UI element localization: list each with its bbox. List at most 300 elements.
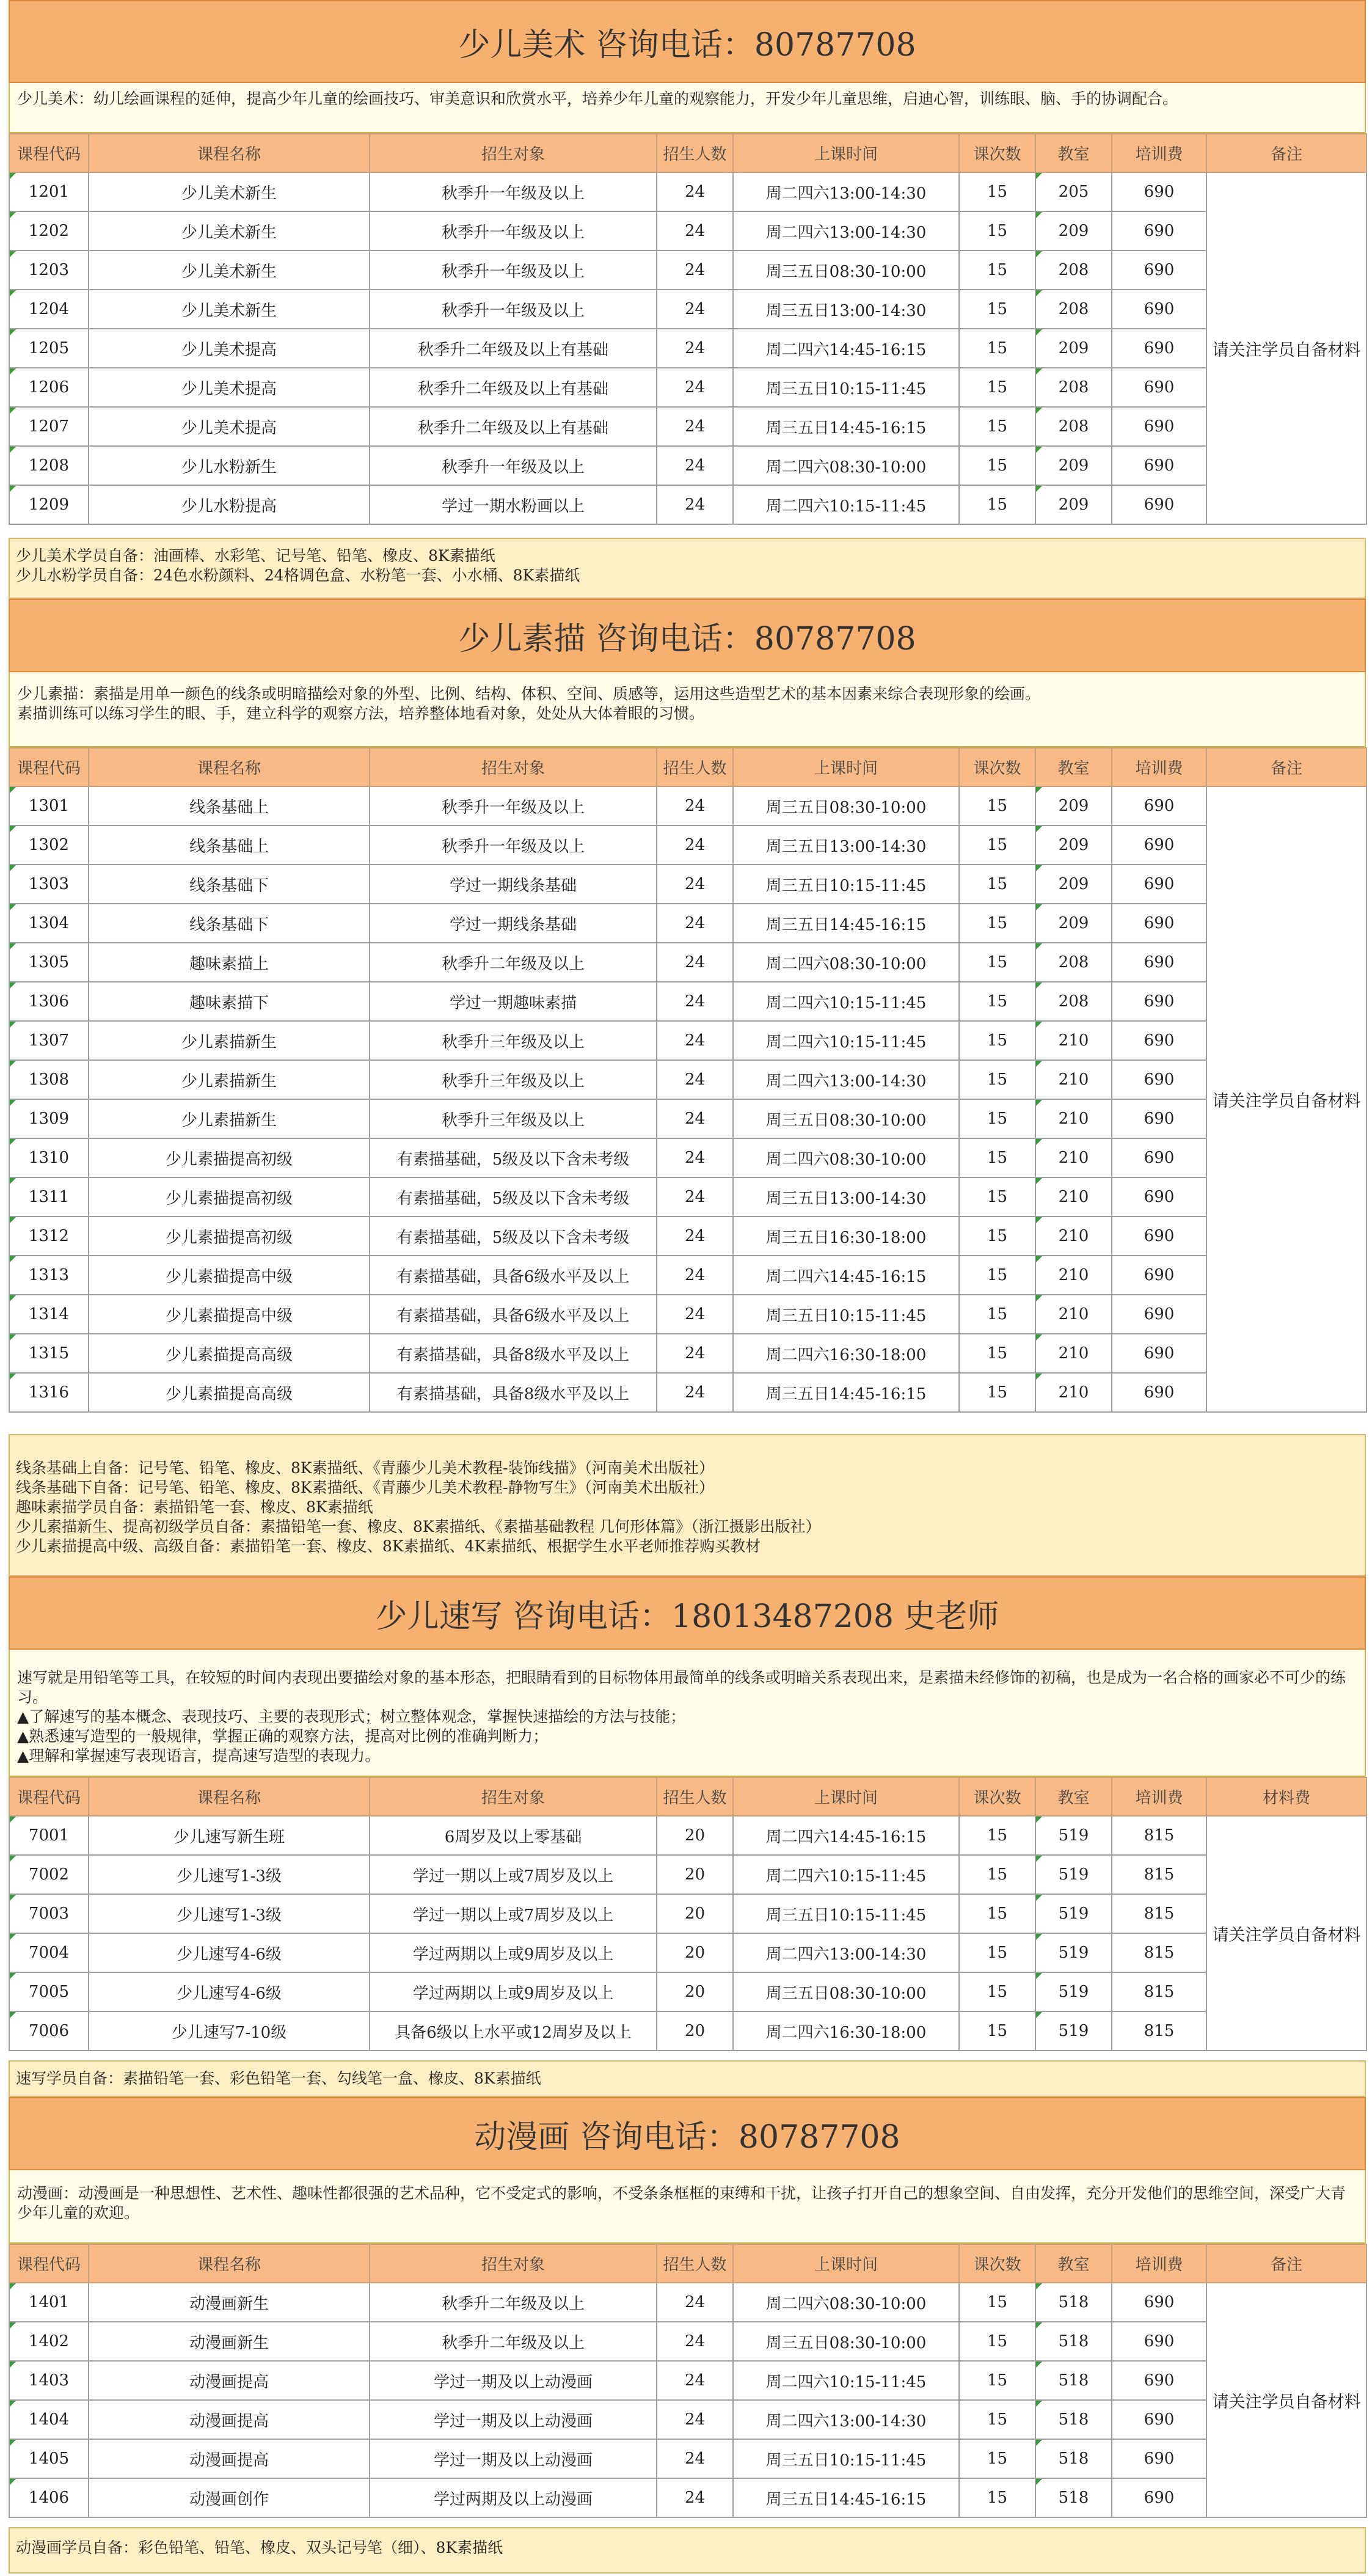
table-cell: 1209: [9, 485, 89, 524]
table-row: [9, 1060, 1367, 1099]
table-cell: 周二四六13:00-14:30: [733, 1933, 959, 1972]
table-cell: 1312: [9, 1217, 89, 1256]
table-cell: 1305: [9, 943, 89, 982]
column-header: 上课时间: [733, 748, 959, 786]
footer-line: 少儿素描提高中级、高级自备：素描铅笔一套、橡皮、8K素描纸、4K素描纸、根据学生水平老师推荐购买教材: [16, 1537, 761, 1555]
table-row: [9, 368, 1367, 407]
table-header-row: [9, 1777, 1367, 1816]
table-cell: 15: [959, 1177, 1035, 1217]
table-header-row: [9, 748, 1367, 786]
table-cell: 有素描基础，具备6级水平及以上: [370, 1256, 657, 1295]
table-cell: 周三五日08:30-10:00: [733, 1099, 959, 1138]
column-header: 课次数: [959, 2244, 1035, 2283]
table-cell: 690: [1112, 446, 1206, 485]
table-cell: 209: [1035, 865, 1112, 904]
table-cell: 519: [1035, 1972, 1112, 2011]
table-row: [9, 2400, 1367, 2439]
table-cell: 15: [959, 2283, 1035, 2322]
column-header: 课程名称: [89, 748, 370, 786]
table-row: [9, 290, 1367, 329]
table-cell: 动漫画新生: [89, 2322, 370, 2361]
table-cell: 690: [1112, 368, 1206, 407]
table-cell: 210: [1035, 1217, 1112, 1256]
table-cell: 周二四六08:30-10:00: [733, 446, 959, 485]
table-cell: 24: [657, 172, 733, 211]
column-header: 课程代码: [9, 1777, 89, 1816]
table-cell: 周二四六16:30-18:00: [733, 2011, 959, 2051]
intro-line: 少儿素描：素描是用单一颜色的线条或明暗描绘对象的外型、比例、结构、体积、空间、质感等，运用这些造型艺术的基本因素来综合表现形象的绘画。: [17, 685, 1041, 703]
table-cell: 210: [1035, 1021, 1112, 1060]
table-cell: 秋季升一年级及以上: [370, 290, 657, 329]
course-table: [9, 747, 1367, 1413]
footer-line: 少儿水粉学员自备：24色水粉颜料、24格调色盒、水粉笔一套、小水桶、8K素描纸: [16, 566, 580, 584]
intro-line: ▲理解和掌握速写表现语言，提高速写造型的表现力。: [17, 1747, 381, 1765]
table-cell: 1302: [9, 825, 89, 865]
table-cell: 动漫画创作: [89, 2478, 370, 2517]
column-header: 招生对象: [370, 2244, 657, 2283]
table-cell: 210: [1035, 1256, 1112, 1295]
course-table: [9, 133, 1367, 525]
table-cell: 少儿速写7-10级: [89, 2011, 370, 2051]
table-cell: 518: [1035, 2322, 1112, 2361]
table-cell: 210: [1035, 1099, 1112, 1138]
table-cell: 周三五日08:30-10:00: [733, 2322, 959, 2361]
footer-line: 线条基础下自备：记号笔、铅笔、橡皮、8K素描纸、《青藤少儿美术教程-静物写生》（河南美术出版社）: [16, 1479, 715, 1496]
table-cell: 24: [657, 1256, 733, 1295]
table-row: [9, 485, 1367, 524]
table-row: [9, 2439, 1367, 2478]
table-cell: 24: [657, 865, 733, 904]
section-title: 少儿素描 咨询电话：80787708: [9, 599, 1366, 672]
table-cell: 学过一期以上或7周岁及以上: [370, 1894, 657, 1933]
table-cell: 1309: [9, 1099, 89, 1138]
table-cell: 815: [1112, 2011, 1206, 2051]
table-cell: 趣味素描上: [89, 943, 370, 982]
table-cell: 690: [1112, 2322, 1206, 2361]
table-cell: 24: [657, 1217, 733, 1256]
table-cell: 24: [657, 2361, 733, 2400]
table-cell: 690: [1112, 290, 1206, 329]
table-row: [9, 1855, 1367, 1894]
table-cell: 690: [1112, 1295, 1206, 1334]
column-header: 上课时间: [733, 1777, 959, 1816]
table-cell: 周三五日14:45-16:15: [733, 904, 959, 943]
table-cell: 学过一期趣味素描: [370, 982, 657, 1021]
table-cell: 24: [657, 943, 733, 982]
table-cell: 15: [959, 1256, 1035, 1295]
table-header-row: [9, 2244, 1367, 2283]
table-row: [9, 407, 1367, 446]
table-cell: 7002: [9, 1855, 89, 1894]
table-cell: 690: [1112, 904, 1206, 943]
table-cell: 秋季升一年级及以上: [370, 786, 657, 825]
footer-line: 少儿美术学员自备：油画棒、水彩笔、记号笔、铅笔、橡皮、8K素描纸: [16, 547, 495, 565]
table-row: [9, 1334, 1367, 1373]
table-cell: 少儿素描提高初级: [89, 1177, 370, 1217]
table-cell: 1208: [9, 446, 89, 485]
table-cell: 15: [959, 1295, 1035, 1334]
table-cell: 秋季升二年级及以上有基础: [370, 407, 657, 446]
table-cell: 1405: [9, 2439, 89, 2478]
table-header-row: [9, 134, 1367, 172]
section-footer: [9, 1434, 1366, 1576]
table-row: [9, 2478, 1367, 2517]
table-cell: 有素描基础，5级及以下含未考级: [370, 1138, 657, 1177]
table-cell: 秋季升二年级及以上有基础: [370, 329, 657, 368]
table-row: [9, 1295, 1367, 1334]
table-cell: 学过两期以上或9周岁及以上: [370, 1933, 657, 1972]
table-cell: 209: [1035, 786, 1112, 825]
table-cell: 学过一期以上或7周岁及以上: [370, 1855, 657, 1894]
table-row: [9, 904, 1367, 943]
table-cell: 210: [1035, 1177, 1112, 1217]
table-cell: 周二四六10:15-11:45: [733, 1855, 959, 1894]
table-cell: 周二四六10:15-11:45: [733, 2361, 959, 2400]
table-row: [9, 1373, 1367, 1412]
table-cell: 690: [1112, 1060, 1206, 1099]
table-cell: 815: [1112, 1855, 1206, 1894]
table-cell: 15: [959, 1972, 1035, 2011]
table-cell: 少儿美术提高: [89, 329, 370, 368]
table-cell: 学过一期及以上动漫画: [370, 2439, 657, 2478]
table-cell: 少儿速写1-3级: [89, 1855, 370, 1894]
table-cell: 815: [1112, 1894, 1206, 1933]
table-cell: 秋季升二年级及以上有基础: [370, 368, 657, 407]
table-cell: 线条基础下: [89, 865, 370, 904]
table-cell: 15: [959, 1933, 1035, 1972]
table-cell: 15: [959, 1334, 1035, 1373]
course-table: [9, 2244, 1367, 2518]
table-cell: 690: [1112, 1217, 1206, 1256]
intro-line: ▲了解速写的基本概念、表现技巧、主要的表现形式；树立整体观念，掌握快速描绘的方法与技能；: [17, 1708, 686, 1725]
table-cell: 7005: [9, 1972, 89, 2011]
table-cell: 1311: [9, 1177, 89, 1217]
column-header: 备注: [1206, 748, 1367, 786]
table-cell: 24: [657, 290, 733, 329]
table-cell: 动漫画提高: [89, 2400, 370, 2439]
table-cell: 线条基础下: [89, 904, 370, 943]
table-cell: 1402: [9, 2322, 89, 2361]
table-cell: 周三五日08:30-10:00: [733, 1972, 959, 2011]
table-cell: 少儿素描新生: [89, 1060, 370, 1099]
table-cell: 15: [959, 251, 1035, 290]
table-cell: 20: [657, 2011, 733, 2051]
table-cell: 周二四六14:45-16:15: [733, 329, 959, 368]
table-cell: 20: [657, 1855, 733, 1894]
column-header: 培训费: [1112, 2244, 1206, 2283]
table-cell: 学过两期及以上动漫画: [370, 2478, 657, 2517]
course-table: [9, 1777, 1367, 2051]
table-cell: 周三五日08:30-10:00: [733, 251, 959, 290]
table-cell: 24: [657, 485, 733, 524]
table-cell: 学过一期线条基础: [370, 904, 657, 943]
footer-line: 少儿素描新生、提高初级学员自备：素描铅笔一套、橡皮、8K素描纸、《素描基础教程 几何形体篇》（浙江摄影出版社）: [16, 1518, 821, 1535]
table-cell: 周二四六13:00-14:30: [733, 1060, 959, 1099]
table-cell: 210: [1035, 1295, 1112, 1334]
table-cell: 20: [657, 1816, 733, 1855]
table-cell: 少儿素描提高中级: [89, 1256, 370, 1295]
table-cell: 少儿素描提高初级: [89, 1138, 370, 1177]
table-cell: 周三五日10:15-11:45: [733, 1894, 959, 1933]
table-cell: 少儿水粉新生: [89, 446, 370, 485]
remark-cell: 请关注学员自备材料: [1206, 2283, 1367, 2517]
table-cell: 24: [657, 2400, 733, 2439]
table-cell: 秋季升三年级及以上: [370, 1060, 657, 1099]
table-cell: 24: [657, 407, 733, 446]
section-intro: [9, 83, 1366, 133]
table-cell: 1303: [9, 865, 89, 904]
table-cell: 周三五日13:00-14:30: [733, 1177, 959, 1217]
table-cell: 15: [959, 1138, 1035, 1177]
table-cell: 周二四六13:00-14:30: [733, 2400, 959, 2439]
section-title: 少儿美术 咨询电话：80787708: [9, 0, 1366, 83]
table-cell: 15: [959, 172, 1035, 211]
table-cell: 15: [959, 407, 1035, 446]
table-cell: 518: [1035, 2439, 1112, 2478]
table-cell: 15: [959, 1217, 1035, 1256]
table-cell: 1203: [9, 251, 89, 290]
table-cell: 518: [1035, 2478, 1112, 2517]
table-cell: 周二四六10:15-11:45: [733, 982, 959, 1021]
table-cell: 周三五日08:30-10:00: [733, 786, 959, 825]
table-cell: 15: [959, 446, 1035, 485]
table-cell: 周三五日13:00-14:30: [733, 825, 959, 865]
table-cell: 24: [657, 982, 733, 1021]
table-cell: 有素描基础，具备8级水平及以上: [370, 1373, 657, 1412]
column-header: 招生人数: [657, 748, 733, 786]
table-cell: 少儿速写4-6级: [89, 1933, 370, 1972]
table-cell: 少儿美术新生: [89, 251, 370, 290]
intro-line: 动漫画：动漫画是一种思想性、艺术性、趣味性都很强的艺术品种，它不受定式的影响，不受条条框框的束缚和干扰，让孩子打开自己的想象空间、自由发挥，充分开发他们的思维空间，深受广大青少年儿童的欢迎。: [17, 2184, 1346, 2222]
table-cell: 少儿美术提高: [89, 368, 370, 407]
table-cell: 1204: [9, 290, 89, 329]
table-cell: 15: [959, 2322, 1035, 2361]
table-cell: 15: [959, 943, 1035, 982]
table-cell: 690: [1112, 1334, 1206, 1373]
table-row: [9, 825, 1367, 865]
column-header: 课程代码: [9, 748, 89, 786]
column-header: 招生对象: [370, 1777, 657, 1816]
table-cell: 动漫画新生: [89, 2283, 370, 2322]
table-cell: 690: [1112, 1256, 1206, 1295]
intro-line: 素描训练可以练习学生的眼、手，建立科学的观察方法，培养整体地看对象，处处从大体着眼的习惯。: [17, 704, 705, 722]
table-cell: 1401: [9, 2283, 89, 2322]
table-cell: 690: [1112, 865, 1206, 904]
table-cell: 1304: [9, 904, 89, 943]
table-row: [9, 446, 1367, 485]
remark-cell: 请关注学员自备材料: [1206, 786, 1367, 1412]
table-cell: 1314: [9, 1295, 89, 1334]
table-cell: 690: [1112, 2478, 1206, 2517]
table-cell: 1201: [9, 172, 89, 211]
table-cell: 24: [657, 825, 733, 865]
table-cell: 15: [959, 865, 1035, 904]
table-cell: 1306: [9, 982, 89, 1021]
table-cell: 少儿速写4-6级: [89, 1972, 370, 2011]
table-cell: 208: [1035, 251, 1112, 290]
table-cell: 690: [1112, 1373, 1206, 1412]
table-cell: 690: [1112, 2439, 1206, 2478]
table-cell: 24: [657, 1177, 733, 1217]
table-cell: 518: [1035, 2361, 1112, 2400]
table-cell: 秋季升三年级及以上: [370, 1099, 657, 1138]
column-header: 备注: [1206, 2244, 1367, 2283]
table-cell: 周三五日10:15-11:45: [733, 865, 959, 904]
table-cell: 周三五日13:00-14:30: [733, 290, 959, 329]
table-cell: 少儿素描新生: [89, 1021, 370, 1060]
table-cell: 1205: [9, 329, 89, 368]
table-cell: 24: [657, 1021, 733, 1060]
table-cell: 24: [657, 329, 733, 368]
table-cell: 少儿美术提高: [89, 407, 370, 446]
table-cell: 1403: [9, 2361, 89, 2400]
table-cell: 519: [1035, 1855, 1112, 1894]
table-cell: 24: [657, 1295, 733, 1334]
table-cell: 690: [1112, 211, 1206, 251]
table-row: [9, 1933, 1367, 1972]
table-cell: 少儿美术新生: [89, 172, 370, 211]
table-cell: 1207: [9, 407, 89, 446]
column-header: 培训费: [1112, 748, 1206, 786]
table-cell: 趣味素描下: [89, 982, 370, 1021]
table-cell: 208: [1035, 943, 1112, 982]
table-cell: 少儿素描提高中级: [89, 1295, 370, 1334]
table-cell: 209: [1035, 904, 1112, 943]
section-footer: [9, 2060, 1366, 2097]
table-cell: 1406: [9, 2478, 89, 2517]
section-title: 动漫画 咨询电话：80787708: [9, 2097, 1366, 2170]
table-cell: 20: [657, 1933, 733, 1972]
table-row: [9, 1217, 1367, 1256]
table-row: [9, 943, 1367, 982]
remark-cell: 请关注学员自备材料: [1206, 172, 1367, 524]
table-cell: 15: [959, 1894, 1035, 1933]
table-cell: 少儿素描提高高级: [89, 1334, 370, 1373]
footer-line: 线条基础上自备：记号笔、铅笔、橡皮、8K素描纸、《青藤少儿美术教程-装饰线描》（河南美术出版社）: [16, 1459, 715, 1477]
table-cell: 518: [1035, 2283, 1112, 2322]
column-header: 课次数: [959, 748, 1035, 786]
table-cell: 690: [1112, 329, 1206, 368]
table-cell: 690: [1112, 1099, 1206, 1138]
table-cell: 210: [1035, 1060, 1112, 1099]
table-cell: 有素描基础，5级及以下含未考级: [370, 1177, 657, 1217]
table-cell: 周二四六08:30-10:00: [733, 943, 959, 982]
column-header: 课次数: [959, 1777, 1035, 1816]
table-cell: 15: [959, 211, 1035, 251]
table-cell: 15: [959, 2478, 1035, 2517]
footer-line: 趣味素描学员自备：素描铅笔一套、橡皮、8K素描纸: [16, 1498, 373, 1516]
section-title: 少儿速写 咨询电话：18013487208 史老师: [9, 1576, 1366, 1650]
table-cell: 690: [1112, 1177, 1206, 1217]
table-cell: 1310: [9, 1138, 89, 1177]
table-cell: 209: [1035, 329, 1112, 368]
table-cell: 线条基础上: [89, 825, 370, 865]
table-cell: 少儿素描提高初级: [89, 1217, 370, 1256]
table-cell: 15: [959, 1373, 1035, 1412]
column-header: 课程代码: [9, 134, 89, 172]
column-header: 课程名称: [89, 134, 370, 172]
column-header: 材料费: [1206, 1777, 1367, 1816]
table-cell: 学过一期水粉画以上: [370, 485, 657, 524]
table-cell: 24: [657, 2478, 733, 2517]
table-cell: 209: [1035, 211, 1112, 251]
table-cell: 815: [1112, 1816, 1206, 1855]
table-cell: 690: [1112, 786, 1206, 825]
table-row: [9, 2011, 1367, 2051]
table-cell: 周二四六14:45-16:15: [733, 1256, 959, 1295]
table-cell: 24: [657, 368, 733, 407]
table-cell: 690: [1112, 2361, 1206, 2400]
table-cell: 动漫画提高: [89, 2361, 370, 2400]
table-cell: 7006: [9, 2011, 89, 2051]
table-cell: 少儿速写新生班: [89, 1816, 370, 1855]
table-cell: 线条基础上: [89, 786, 370, 825]
table-cell: 7003: [9, 1894, 89, 1933]
column-header: 培训费: [1112, 1777, 1206, 1816]
table-cell: 690: [1112, 982, 1206, 1021]
column-header: 上课时间: [733, 134, 959, 172]
table-cell: 210: [1035, 1138, 1112, 1177]
table-row: [9, 1177, 1367, 1217]
table-cell: 15: [959, 2011, 1035, 2051]
remark-cell: 请关注学员自备材料: [1206, 1816, 1367, 2051]
table-row: [9, 1256, 1367, 1295]
table-cell: 周二四六14:45-16:15: [733, 1816, 959, 1855]
table-cell: 15: [959, 485, 1035, 524]
table-cell: 1308: [9, 1060, 89, 1099]
table-cell: 1307: [9, 1021, 89, 1060]
section-footer: [9, 2527, 1366, 2574]
table-cell: 24: [657, 2322, 733, 2361]
column-header: 教室: [1035, 748, 1112, 786]
table-cell: 周二四六08:30-10:00: [733, 2283, 959, 2322]
table-cell: 519: [1035, 1894, 1112, 1933]
table-cell: 少儿素描提高高级: [89, 1373, 370, 1412]
table-cell: 20: [657, 1972, 733, 2011]
table-cell: 15: [959, 825, 1035, 865]
table-cell: 7001: [9, 1816, 89, 1855]
table-cell: 周三五日14:45-16:15: [733, 1373, 959, 1412]
table-row: [9, 2322, 1367, 2361]
table-cell: 1404: [9, 2400, 89, 2439]
column-header: 备注: [1206, 134, 1367, 172]
table-cell: 学过一期及以上动漫画: [370, 2400, 657, 2439]
table-cell: 15: [959, 290, 1035, 329]
table-cell: 周二四六08:30-10:00: [733, 1138, 959, 1177]
table-cell: 15: [959, 329, 1035, 368]
table-cell: 学过一期及以上动漫画: [370, 2361, 657, 2400]
table-cell: 少儿素描新生: [89, 1099, 370, 1138]
table-row: [9, 1021, 1367, 1060]
table-cell: 15: [959, 2439, 1035, 2478]
table-cell: 少儿水粉提高: [89, 485, 370, 524]
table-cell: 24: [657, 1334, 733, 1373]
table-cell: 周三五日14:45-16:15: [733, 407, 959, 446]
table-cell: 学过两期以上或9周岁及以上: [370, 1972, 657, 2011]
column-header: 培训费: [1112, 134, 1206, 172]
table-cell: 周三五日10:15-11:45: [733, 1295, 959, 1334]
table-cell: 秋季升一年级及以上: [370, 446, 657, 485]
table-row: [9, 329, 1367, 368]
column-header: 招生人数: [657, 1777, 733, 1816]
table-cell: 有素描基础，具备6级水平及以上: [370, 1295, 657, 1334]
table-cell: 690: [1112, 943, 1206, 982]
table-cell: 518: [1035, 2400, 1112, 2439]
table-cell: 1313: [9, 1256, 89, 1295]
table-cell: 动漫画提高: [89, 2439, 370, 2478]
table-cell: 周三五日10:15-11:45: [733, 2439, 959, 2478]
table-cell: 690: [1112, 2400, 1206, 2439]
